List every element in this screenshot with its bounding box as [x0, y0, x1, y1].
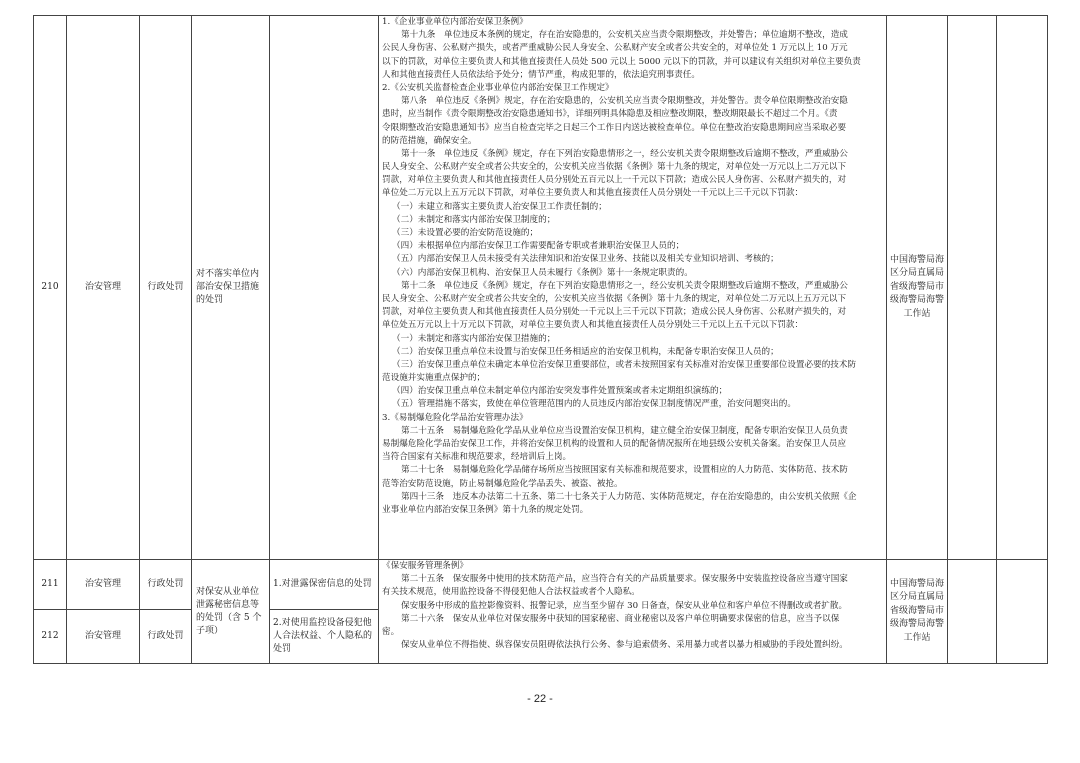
legal-text-line: （四）未根据单位内部治安保卫工作需要配备专职或者兼职治安保卫人员的； [392, 241, 685, 252]
empty-cell [948, 16, 997, 560]
item-type: 行政处罚 [140, 610, 192, 664]
legal-text-line: 有关技术规范，使用监控设备不得侵犯他人合法权益或者个人隐私。 [382, 587, 640, 598]
legal-text-line: 第四十三条 违反本办法第二十五条、第二十七条关于人力防范、实体防范规定，存在治安隐患的，由公安机关依照《企 [401, 491, 857, 502]
sub-item [270, 16, 379, 560]
legal-text-line: 业事业单位内部治安保卫条例》第十九条的规定处罚。 [382, 504, 589, 515]
legal-text-line: 第八条 单位违反《条例》规定，存在治安隐患的，公安机关应当责令限期整改，并处警告。责令单位限期整改治安隐 [401, 96, 848, 107]
legal-text-line: 第十一条 单位违反《条例》规定，存在下列治安隐患情形之一，经公安机关责令限期整改后逾期不整改，严重威胁公 [401, 148, 848, 159]
legal-text-line: 密。 [382, 626, 400, 637]
sub-item: 1.对泄露保密信息的处罚 [270, 560, 379, 610]
legal-text-line: 的防范措施，确保安全。 [382, 135, 477, 146]
table-row [34, 560, 1048, 610]
legal-text-line: （一）未建立和落实主要负责人治安保卫工作责任制的； [392, 201, 607, 212]
legal-text-line: 单位处二万元以上五万元以下罚款，对单位主要负责人和其他直接责任人员分别处一千元以上三千元以下罚款： [382, 188, 804, 199]
legal-text-line: （三）治安保卫重点单位未确定本单位治安保卫重要部位，或者未按照国家有关标准对治安保卫重要部位设置必要的技术防 [392, 359, 857, 370]
legal-text-line: 《保安服务管理条例》 [382, 561, 468, 571]
empty-cell [997, 16, 1048, 560]
sub-item: 2.对使用监控设备侵犯他人合法权益、个人隐私的处罚 [270, 610, 379, 664]
legal-text-line: 第十九条 单位违反本条例的规定，存在治安隐患的，公安机关应当责令限期整改，并处警告；单位逾期不整改，造成 [401, 30, 848, 41]
legal-text-line: 范等治安防范设施，防止易制爆危险化学品丢失、被盗、被抢。 [382, 478, 623, 489]
legal-text-line: 患时，应当制作《责令限期整改治安隐患通知书》，详细列明具体隐患及相应整改期限，整改期限最长不超过二个月。《责 [382, 109, 838, 120]
item-name: 对保安从业单位泄露秘密信息等的处罚（含 5 个子项） [192, 560, 270, 664]
item-category: 治安管理 [67, 16, 140, 560]
legal-text-line: （四）治安保卫重点单位未制定单位内部治安突发事件处置预案或者未定期组织演练的； [392, 386, 728, 397]
legal-text-line: 范设施并实施重点保护的； [382, 373, 486, 384]
legal-text-line: （五）内部治安保卫人员未接受有关法律知识和治安保卫业务、技能以及相关专业知识培训、考核的； [392, 254, 779, 265]
enforcement-agency: 中国海警局海区分局直属局省级海警局市级海警局海警工作站 [887, 16, 948, 560]
legal-text-line: 第二十六条 保安从业单位对保安服务中获知的国家秘密、商业秘密以及客户单位明确要求保密的信息，应当予以保 [401, 613, 840, 624]
legal-text-line: 罚款，对单位主要负责人和其他直接责任人员分别处一千元以上三千元以下罚款；造成公民人身伤害、公私财产损失的，对 [382, 307, 847, 318]
legal-text-line: （二）治安保卫重点单位未设置与治安保卫任务相适应的治安保卫机构，未配备专职治安保卫人员的； [392, 346, 779, 357]
item-type: 行政处罚 [140, 16, 192, 560]
legal-text-line: 第二十五条 保安服务中使用的技术防范产品，应当符合有关的产品质量要求。保安服务中安装监控设备应当遵守国家 [401, 574, 848, 585]
legal-text-line: 保安从业单位不得指使、纵容保安员阻碍依法执行公务、参与追索债务、采用暴力或者以暴力相威胁的手段处置纠纷。 [401, 640, 848, 651]
row-number: 210 [34, 16, 67, 560]
row-number: 211 [34, 560, 67, 610]
legal-text-line: （六）内部治安保卫机构、治安保卫人员未履行《条例》第十一条规定职责的。 [392, 267, 693, 278]
legal-text-line: 第二十五条 易制爆危险化学品从业单位应当设置治安保卫机构，建立健全治安保卫制度，配备专职治安保卫人员负责 [401, 425, 848, 436]
legal-text-line: 保安服务中形成的监控影像资料、报警记录，应当至少留存 30 日备查，保安从业单位和客户单位不得删改或者扩散。 [401, 600, 848, 611]
legal-text-line: 易制爆危险化学品治安保卫工作，并将治安保卫机构的设置和人员的配备情况报所在地县级公安机关备案。治安保卫人员应 [382, 439, 847, 449]
legal-text-line: 2.《公安机关监督检查企业事业单位内部治安保卫工作规定》 [382, 82, 614, 93]
legal-text-line: 第二十七条 易制爆危险化学品储存场所应当按照国家有关标准和规范要求，设置相应的人力防范、实体防范、技术防 [401, 465, 848, 476]
item-name: 对不落实单位内部治安保卫措施的处罚 [192, 16, 270, 560]
page-number: - 22 - [527, 693, 553, 705]
legal-text-line: 第十二条 单位违反《条例》规定，存在下列治安隐患情形之一，经公安机关责令限期整改后逾期不整改，严重威胁公 [401, 280, 848, 291]
legal-text-line: 人和其他直接责任人员依法给予处分；情节严重，构成犯罪的，依法追究刑事责任。 [382, 69, 700, 80]
legal-text-line: 民人身安全、公私财产安全或者公共安全的，公安机关应当依据《条例》第十九条的规定，对单位处一万元以上二万元以下 [382, 162, 847, 173]
item-type: 行政处罚 [140, 560, 192, 610]
legal-text-line: 罚款，对单位主要负责人和其他直接责任人员分别处五百元以上一千元以下罚款；造成公民人身伤害、公私财产损失的，对 [382, 175, 847, 186]
item-category: 治安管理 [67, 560, 140, 610]
legal-text-line: 单位处五万元以上十万元以下罚款，对单位主要负责人和其他直接责任人员分别处三千元以上五千元以下罚款： [382, 320, 804, 331]
legal-text-line: （二）未制定和落实内部治安保卫制度的； [392, 214, 556, 225]
legal-text-line: 3.《易制爆危险化学品治安管理办法》 [382, 412, 528, 423]
legal-text-line: 以下的罚款，对单位主要负责人和其他直接责任人员处 500 元以上 5000 元以下的罚款，并可以建议有关组织对单位主要负责 [382, 56, 861, 67]
legal-text-line: 民人身安全、公私财产安全或者公共安全的，公安机关应当依据《条例》第十九条的规定，对单位处二万元以上五万元以下 [382, 293, 847, 304]
row-number: 212 [34, 610, 67, 664]
empty-cell [948, 560, 997, 664]
legal-text-line: （一）未制定和落实内部治安保卫措施的； [392, 333, 556, 344]
item-category: 治安管理 [67, 610, 140, 664]
table-row [34, 16, 1048, 560]
legal-text-line: 1.《企业事业单位内部治安保卫条例》 [382, 17, 528, 27]
legal-basis [379, 560, 887, 664]
legal-text-line: 令限期整改治安隐患通知书》应当自检查完毕之日起三个工作日内送达被检查单位。单位在整改治安隐患期间应当采取必要 [382, 122, 847, 133]
legal-text-line: （五）管理措施不落实，致使在单位管理范围内的人员违反内部治安保卫制度情况严重，治安问题突出的。 [392, 399, 796, 410]
legal-basis [379, 16, 887, 560]
enforcement-agency: 中国海警局海区分局直属局省级海警局市级海警局海警工作站 [887, 560, 948, 664]
legal-text-line: 当符合国家有关标准和规范要求，经培训后上岗。 [382, 452, 572, 463]
regulation-table [33, 15, 1048, 664]
legal-text-line: （三）未设置必要的治安防范设施的； [392, 228, 539, 238]
empty-cell [997, 560, 1048, 664]
legal-text-line: 公民人身伤害、公私财产损失，或者严重威胁公民人身安全、公私财产安全或者公共安全的，对单位处 1 万元以上 10 万元 [382, 43, 848, 54]
